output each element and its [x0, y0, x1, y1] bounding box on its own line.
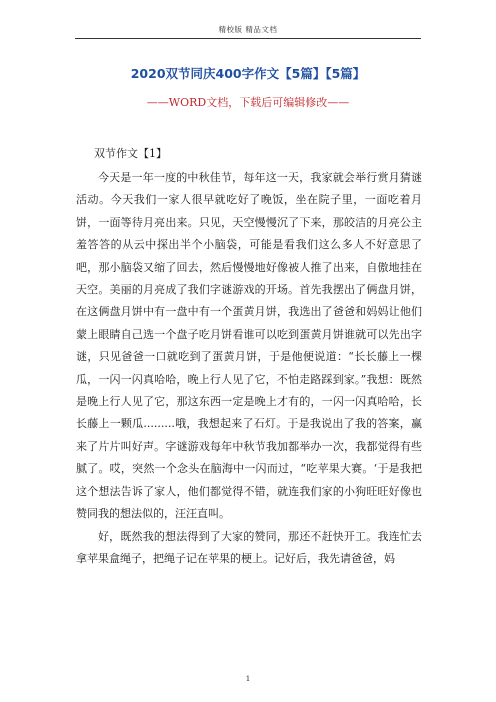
- article-body: [76, 167, 422, 570]
- paragraph-1: 今天是一年一度的中秋佳节，每年这一天，我家就会举行赏月猜谜活动。今天我们一家人很早就吃好了晚饭，坐在院子里，一面吃着月饼，一面等待月亮出来。只见，天空慢慢沉了下来，那皎洁的月亮公主羞答答的从云中探出半个小脑袋，可能是看我们这么多人不好意思了吧，那小脑袋又缩了回去，然后慢慢地好像被人推了出来，自傲地挂在天空。美丽的月亮成了我们字谜游戏的开场。首先我摆出了俩盘月饼，在这俩盘月饼中有一盘中有一个蛋黄月饼，我选出了爸爸和妈妈让他们蒙上眼睛自己选一个盘子吃月饼看谁可以吃到蛋黄月饼谁就可以先出字谜，只见爸爸一口就吃到了蛋黄月饼，于是他便说道：“长长藤上一棵瓜，一闪一闪真哈哈，晚上行人见了它，不怕走路踩到家。”我想：既然是晚上行人见了它，那这东西一定是晚上才有的，一闪一闪真哈哈，长长藤上一颗瓜.........哦，我想起来了石灯。于是我说出了我的答案，赢来了片片叫好声。字谜游戏每年中秋节我加都举办一次，我都觉得有些腻了。哎，突然一个念头在脑海中一闪而过，“吃苹果大赛。‘于是我把这个想法告诉了家人，他们都觉得不错，就连我们家的小狗旺旺好像也赞同我的想法似的，汪汪直叫。: [76, 171, 422, 521]
- document-subtitle: ——WORD文档，下载后可编辑修改——: [146, 96, 350, 109]
- document-title: 2020双节同庆400字作文【5篇】【5篇】: [130, 66, 366, 81]
- page-header: 精校版 精品文档: [218, 25, 278, 34]
- header-divider: [75, 38, 421, 39]
- page-number: 1: [245, 674, 251, 683]
- paragraph-2: 好，既然我的想法得到了大家的赞同，那还不赶快开工。我连忙去拿苹果盒绳子，把绳子记在苹果的梗上。记好后，我先请爸爸，妈: [76, 529, 422, 565]
- section-heading: 双节作文【1】: [94, 147, 167, 160]
